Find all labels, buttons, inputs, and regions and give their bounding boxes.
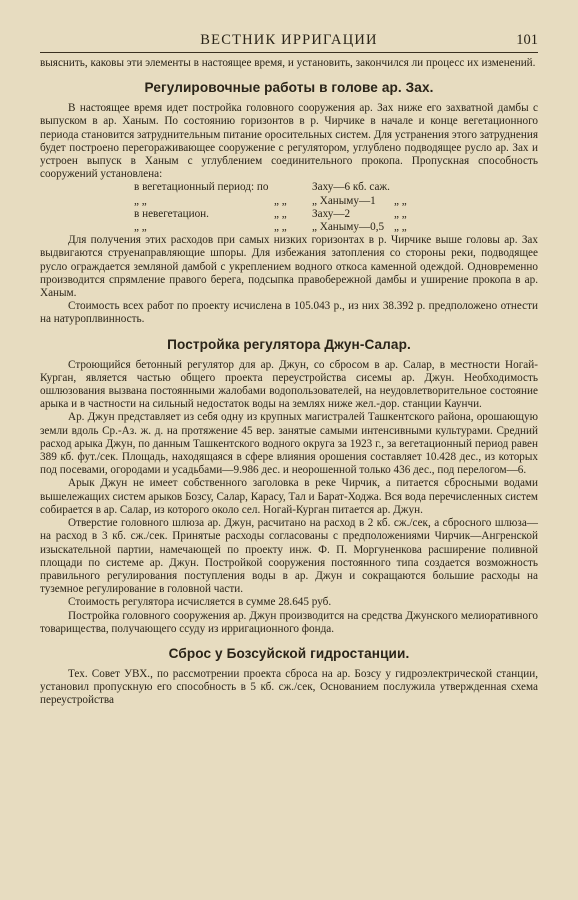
paragraph: Для получения этих расходов при самых низких горизонтах в р. Чирчике выше головы ар. Зах выдвигаются струенаправляющие шпоры. Для избежания затопления со стороны реки, подводящее русло ограждается земляной дамбой с укреплением водного откоса каменной одеждой. Одновременно производится спрямление правого берега, подсыпка правобережной дамбы и уширение прокопа в ар. Ханым. xyxy=(40,234,538,300)
capacity-cell: в невегетацион. xyxy=(134,207,209,220)
capacity-cell: „ „ xyxy=(274,207,287,220)
paragraph: Ар. Джун представляет из себя одну из крупных магистралей Ташкентского района, орошающую земли вдоль Ср.-Аз. ж. д. на протяжение 45 вер. занятые самыми интенсивными культурами. Средний расход арыка Джун, по данным Ташкентского водного округа за 1923 г., за вегетационный период равен 389 кб. фут./сек. Площадь, находящаяся в сфере влияния орошения составляет 10.428 дес., из которых под посевами, огородами и усадьбами—9.986 дес. и неорошенной только 436 дес., под перелогом—6. xyxy=(40,411,538,477)
capacity-cell: „ Ханыму—0,5 xyxy=(312,221,385,234)
intro-paragraph: выяснить, каковы эти элементы в настоящее время, и установить, закончился ли процесс их изменений. xyxy=(40,57,536,69)
section-heading-dzhun-salar: Постройка регулятора Джун-Салар. xyxy=(167,336,411,352)
section-heading-zakh: Регулировочные работы в голове ар. Зах. xyxy=(144,80,434,96)
paragraph: Постройка головного сооружения ар. Джун производится на средства Джунского мелиоративного товарищества, получающего ссуду из ирригационного фонда. xyxy=(40,609,538,635)
capacity-row xyxy=(134,195,538,208)
paragraph: Арык Джун не имеет собственного заголовка в реке Чирчик, а питается сбросными водами вышележащих систем арыков Бозсу, Салар, Карасу, Тал и Барат-Ходжа. Вся вода перечисленных систем собирается в ар. Салар, из которого около сел. Ногай-Курган питается ар. Джун. xyxy=(40,477,538,516)
paragraph: Строющийся бетонный регулятор для ар. Джун, со сбросом в ар. Салар, в местности Ногай-Курган, является частью общего проекта переустройства сисемы ар. Джун. Необходимость ошлюзования вызвана постоянными жалобами водопользователей, на неудовлетворительное состояние арыка и в частности на сильный недостаток воды на землях ниже жел.-дор. станции Каунчи. xyxy=(40,358,538,411)
capacity-row xyxy=(134,181,538,194)
capacity-cell: „ „ xyxy=(394,207,407,220)
capacity-cell: Заху—6 кб. саж. xyxy=(312,181,390,194)
capacity-cell: „ „ xyxy=(274,221,287,234)
paragraph: Стоимость регулятора исчисляется в сумме 28.645 руб. xyxy=(68,596,332,609)
capacity-cell: „ „ xyxy=(134,221,147,234)
capacity-cell: „ „ xyxy=(274,194,287,207)
capacity-row xyxy=(134,221,538,234)
running-head xyxy=(40,30,538,53)
capacity-cell xyxy=(394,181,434,194)
paragraph: В настоящее время идет постройка головного сооружения ар. Зах ниже его захватной дамбы с выпуском в ар. Ханым. По состоянию горизонтов в р. Чирчике в начале и конце вегетационного периода становится затруднительным питание оросительных систем. Для устранения этого затруднения будет построено перегораживающее сооружение с регулятором, углублено подводящее русло ар. Зах и устроен выпуск в Ханым с углублением соединительного прокопа. Пропускная способность сооружений установлена: xyxy=(40,102,538,181)
capacity-cell: „ „ xyxy=(394,194,407,207)
capacity-table xyxy=(134,181,538,234)
capacity-row xyxy=(134,208,538,221)
capacity-cell: в вегетационный период: по xyxy=(134,181,269,194)
journal-title: ВЕСТНИК ИРРИГАЦИИ xyxy=(200,32,378,48)
capacity-cell: „ Ханыму—1 xyxy=(312,194,376,207)
capacity-cell: „ „ xyxy=(394,221,407,234)
capacity-cell xyxy=(274,181,312,194)
capacity-cell: Заху—2 xyxy=(312,207,351,220)
capacity-cell: „ „ xyxy=(134,194,147,207)
paragraph: Отверстие головного шлюза ар. Джун, расчитано на расход в 2 кб. сж./сек, а сбросного шлюза—на расход в 3 кб. сж./сек. Принятые расходы согласованы с предположениями Чирчик—Ангренской изыскательной партии, намечающей по проекту инж. Ф. П. Моргуненкова расширение поливной площади по системе ар. Джун. Постройкой сооружения постоянного типа создается возможность правильного регулирования поступления воды в ар. Джун и сокращаются большие расходы на туземное регулирование в головной части. xyxy=(40,517,538,596)
page-number: 101 xyxy=(516,32,538,48)
paragraph: Тех. Совет УВХ., по рассмотрении проекта сброса на ар. Бозсу у гидроэлектрической станции, установил пропускную его способность в 5 кб. сж./сек, Основанием послужила утвержденная схема переустройства xyxy=(40,667,538,707)
paragraph: Стоимость всех работ по проекту исчислена в 105.043 р., из них 38.392 р. предположено отнести на натуроплвинность. xyxy=(40,300,538,326)
section-heading-bozsu: Сброс у Бозсуйской гидростанции. xyxy=(168,645,410,661)
